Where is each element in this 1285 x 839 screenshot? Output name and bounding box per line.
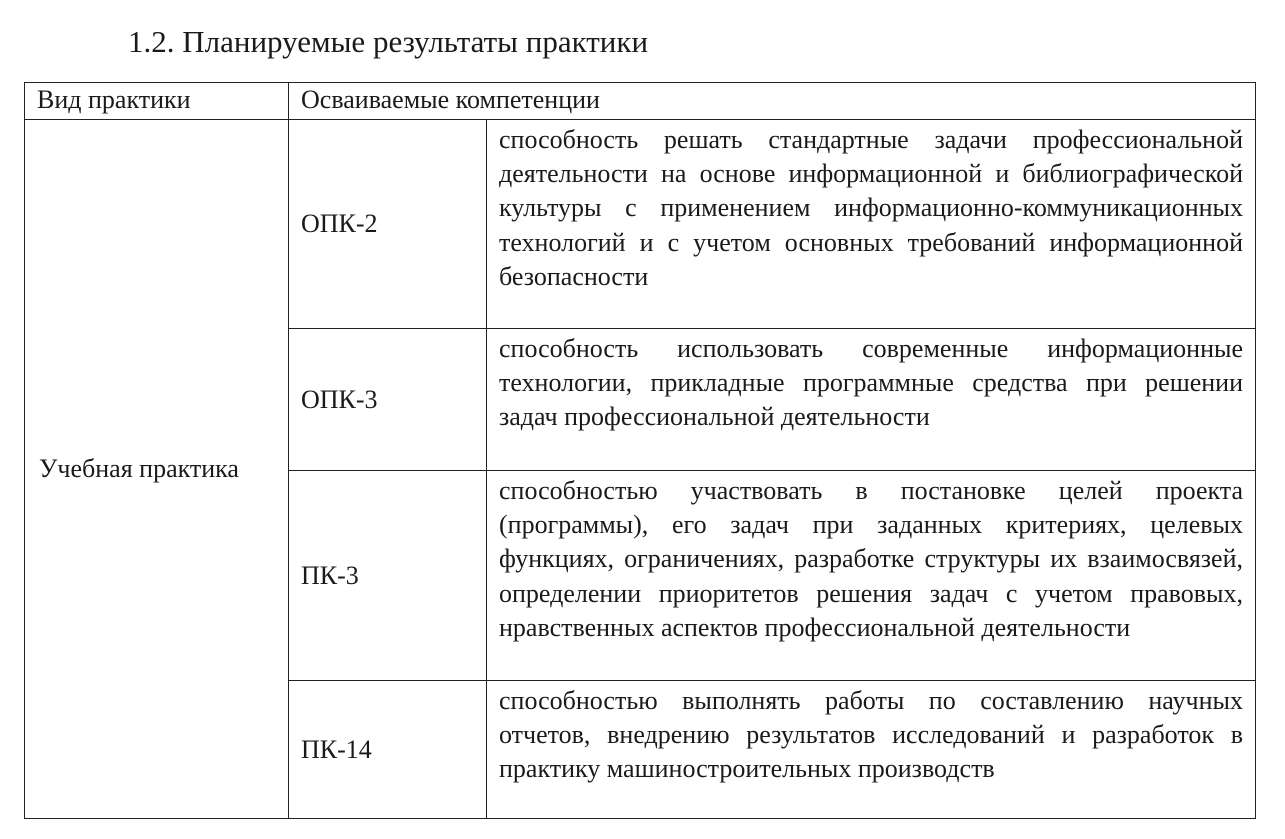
- competency-description: способностью выполнять работы по составлению научных отчетов, внедрению результатов исследований и разработок в практику машиностроительных производств: [487, 681, 1256, 819]
- section-heading: 1.2. Планируемые результаты практики: [128, 24, 649, 59]
- header-practice-type: Вид практики: [25, 83, 289, 120]
- header-competencies: Осваиваемые компетенции: [289, 83, 1256, 120]
- table-header-row: [25, 83, 1256, 120]
- competencies-table: [24, 82, 1256, 819]
- practice-type-cell: Учебная практика: [25, 120, 289, 819]
- competency-code: ПК-14: [289, 681, 487, 819]
- competency-description: способность решать стандартные задачи профессиональной деятельности на основе информационной и библиографической культуры с применением информационно-коммуникационных технологий и с учетом основных требований информационной безопасности: [487, 120, 1256, 329]
- competency-code: ПК-3: [289, 471, 487, 681]
- competency-code: ОПК-3: [289, 329, 487, 471]
- table-row: [25, 120, 1256, 329]
- competency-code: ОПК-2: [289, 120, 487, 329]
- competency-description: способностью участвовать в постановке целей проекта (программы), его задач при заданных критериях, целевых функциях, ограничениях, разработке структуры их взаимосвязей, определении приоритетов решения задач с учетом правовых, нравственных аспектов профессиональной деятельности: [487, 471, 1256, 681]
- competency-description: способность использовать современные информационные технологии, прикладные программные средства при решении задач профессиональной деятельности: [487, 329, 1256, 471]
